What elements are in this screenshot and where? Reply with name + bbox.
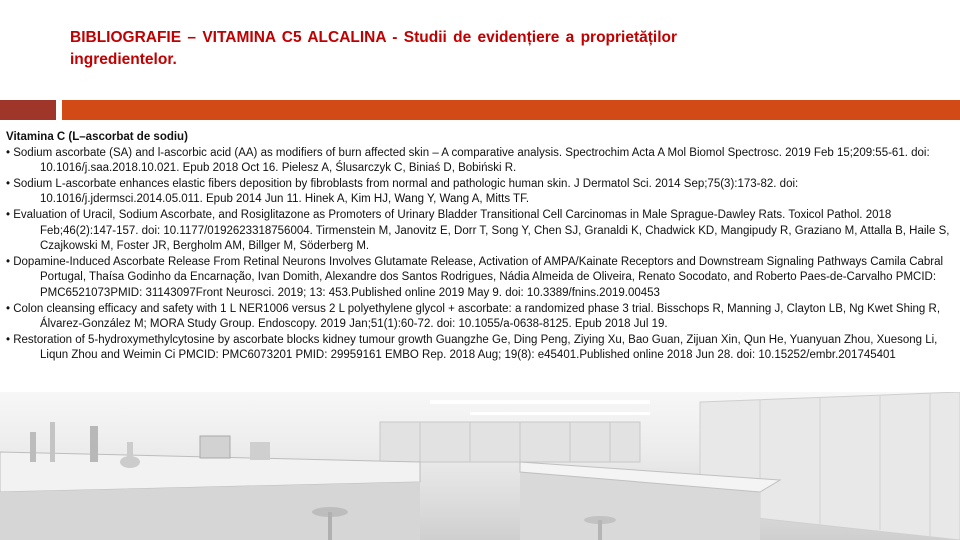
reference-text: Sodium L-ascorbate enhances elastic fibers deposition by fibroblasts from normal and pathologic human skin. J Dermatol Sci. 2014 Sep;75(3):173-82. doi: 10.1016/j.jdermsci.2014.05.011. Epub 2014 Jun 11. Hinek A, Kim HJ, Wang Y, Wang A, Mitts TF.: [13, 177, 799, 206]
reference-item: [6, 302, 956, 333]
bullet-icon: •: [6, 146, 11, 159]
reference-item: [6, 208, 956, 255]
bullet-icon: •: [6, 302, 11, 315]
accent-bar-dark: [0, 100, 56, 120]
reference-item: [6, 177, 956, 208]
reference-item: [6, 333, 956, 364]
bibliography-list: [6, 130, 956, 364]
bullet-icon: •: [6, 208, 11, 221]
reference-item: [6, 255, 956, 302]
section-heading: Vitamina C (L–ascorbat de sodiu): [6, 131, 188, 143]
reference-item: [6, 146, 956, 177]
reference-text: Colon cleansing efficacy and safety with 1 L NER1006 versus 2 L polyethylene glycol + ascorbate: a randomized phase 3 trial. Bisschops R, Manning J, Clayton LB, Ng Kwet Shing R, Álvarez-González M; MORA Study Group. Endoscopy. 2019 Jan;51(1):60-72. doi: 10.1055/a-0638-8125. Epub 2018 Jul 19.: [13, 302, 941, 331]
bullet-icon: •: [6, 255, 11, 268]
laboratory-background-image: [0, 392, 960, 540]
reference-text: Sodium ascorbate (SA) and l-ascorbic acid (AA) as modifiers of burn affected skin – A comparative analysis. Spectrochim Acta A Mol Biomol Spectrosc. 2019 Feb 15;209:55-61. doi: 10.1016/j.saa.2018.10.021. Epub 2018 Oct 16. Pielesz A, Ślusarczyk C, Biniaś D, Bobiński R.: [13, 146, 930, 175]
reference-text: Restoration of 5-hydroxymethylcytosine by ascorbate blocks kidney tumour growth Guangzhe Ge, Ding Peng, Ziying Xu, Bao Guan, Zijuan Xin, Qun He, Yuanyuan Zhou, Xuesong Li, Liqun Zhou and Weimin Ci PMCID: PMC6073201 PMID: 29959161 EMBO Rep. 2018 Aug; 19(8): e45401.Published online 2018 Jun 28. doi: 10.15252/embr.201745401: [13, 333, 938, 362]
bullet-icon: •: [6, 333, 11, 346]
reference-text: Evaluation of Uracil, Sodium Ascorbate, and Rosiglitazone as Promoters of Urinary Bladder Transitional Cell Carcinomas in Male Sprague-Dawley Rats. Toxicol Pathol. 2018 Feb;46(2):147-157. doi: 10.1177/0192623318756004. Tirmenstein M, Janovitz E, Dorr T, Song Y, Chen SJ, Granaldi K, Chadwick KD, Mangipudy R, Graziano M, Attalla B, Haile S, Czajkowski M, Foster JR, Bergholm AM, Billger M, Söderberg M.: [13, 208, 950, 253]
reference-text: Dopamine-Induced Ascorbate Release From Retinal Neurons Involves Glutamate Release, Activation of AMPA/Kainate Receptors and Downstream Signaling Pathways Camila Cabral Portugal, Thaísa Godinho da Encarnação, Ivan Domith, Alexandre dos Santos Rodrigues, Nádia Almeida de Oliveira, Renato Socodato, and Roberto Paes-de-Carvalho PMCID: PMC6521073PMID: 31143097Front Neurosci. 2019; 13: 453.Published online 2019 May 9. doi: 10.3389/fnins.2019.00453: [13, 255, 944, 299]
bullet-icon: •: [6, 177, 11, 190]
slide-title: BIBLIOGRAFIE – VITAMINA C5 ALCALINA - Studii de evidențiere a proprietăților ingredientelor.: [70, 29, 678, 68]
accent-bar: [62, 100, 960, 120]
